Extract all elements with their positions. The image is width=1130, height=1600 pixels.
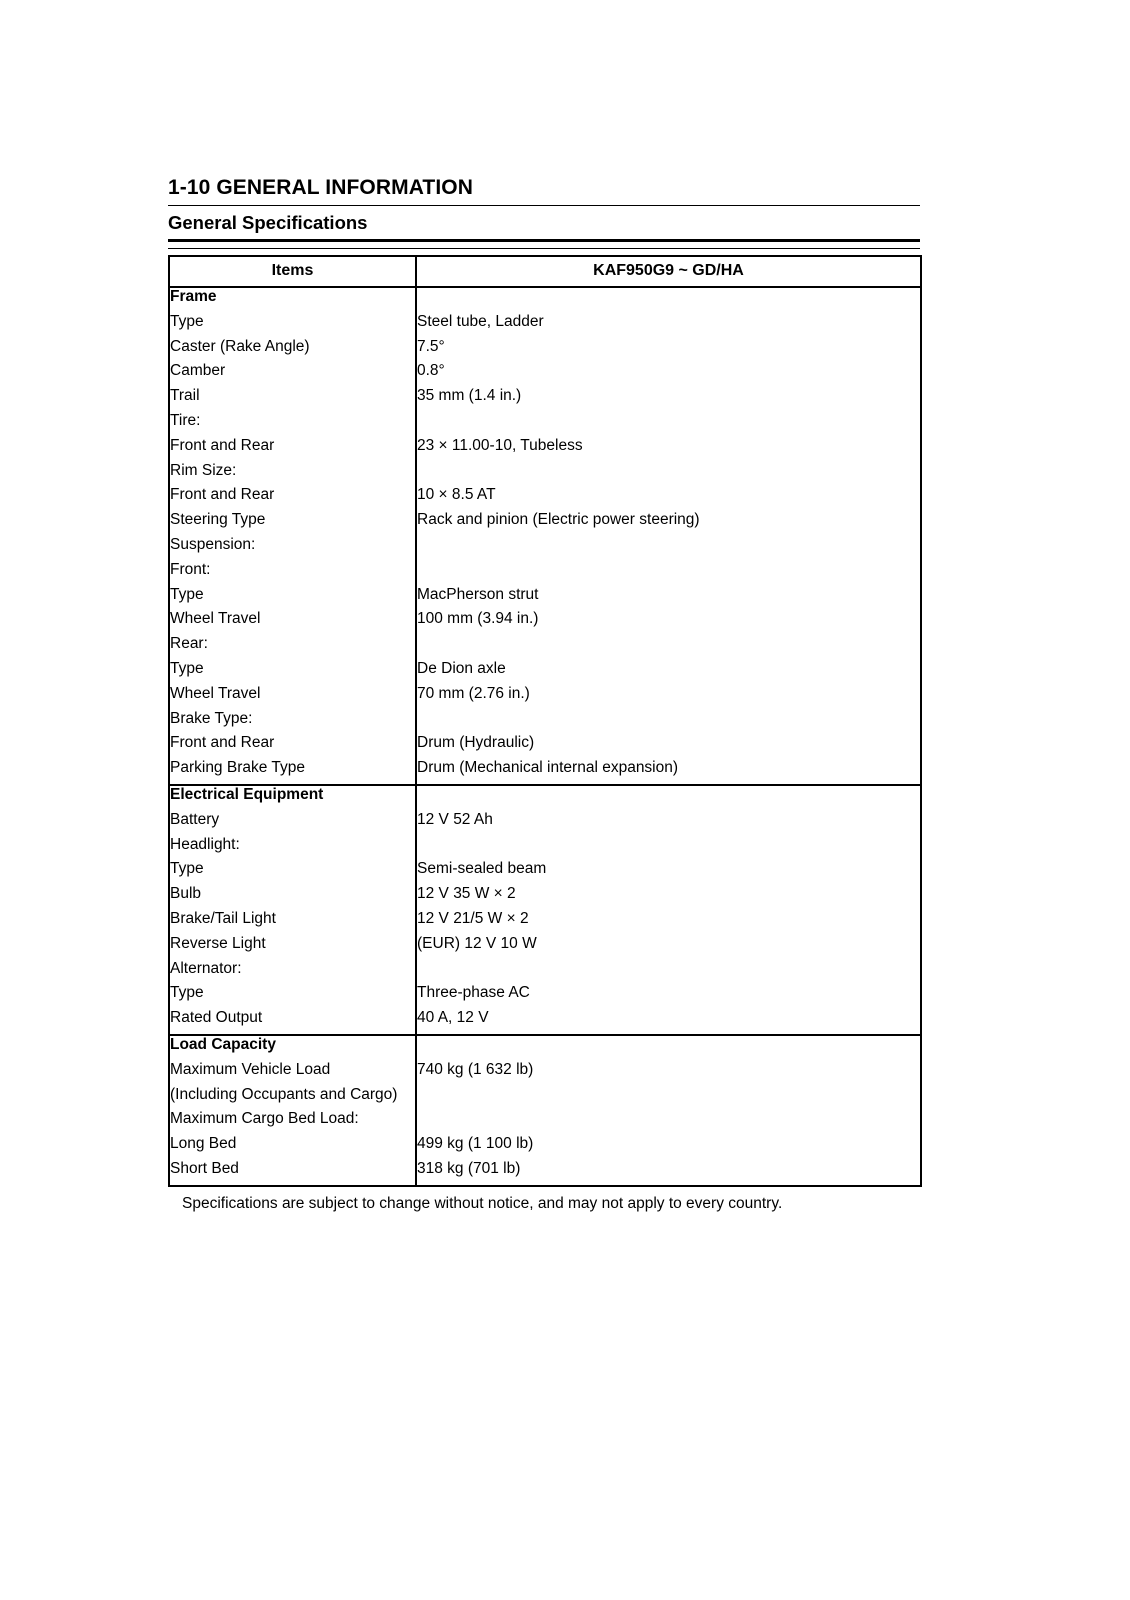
item-value-cell: Steel tube, Ladder [416,313,921,338]
item-label-cell: Maximum Vehicle Load [169,1061,416,1086]
table-row [169,511,921,536]
group-title-cell: Load Capacity [169,1035,416,1061]
item-label-cell: Long Bed [169,1135,416,1160]
item-value-cell: 70 mm (2.76 in.) [416,685,921,710]
table-row [169,462,921,487]
item-value-cell: 12 V 52 Ah [416,811,921,836]
footnote: Specifications are subject to change without notice, and may not apply to every country. [182,1194,783,1212]
table-row [169,935,921,960]
item-label-cell: Headlight: [169,836,416,861]
table-row [169,1009,921,1035]
item-value-cell: 100 mm (3.94 in.) [416,610,921,635]
page-content [168,175,920,1214]
item-value-cell [416,1110,921,1135]
item-value-cell: 740 kg (1 632 lb) [416,1061,921,1086]
item-label-cell: Rated Output [169,1009,416,1035]
item-label-cell: Camber [169,362,416,387]
item-value-cell: 0.8° [416,362,921,387]
item-value-cell: 12 V 21/5 W × 2 [416,910,921,935]
table-row [169,586,921,611]
table-header-row [169,256,921,287]
item-label-cell: Type [169,860,416,885]
item-label-cell: Alternator: [169,960,416,985]
item-label-cell: Maximum Cargo Bed Load: [169,1110,416,1135]
item-value-cell: Three-phase AC [416,984,921,1009]
item-value-cell: 318 kg (701 lb) [416,1160,921,1186]
item-label-cell: Reverse Light [169,935,416,960]
section-title: General Specifications [168,212,368,233]
item-value-cell: Semi-sealed beam [416,860,921,885]
table-row [169,313,921,338]
column-header-model: KAF950G9 ~ GD/HA [416,256,921,287]
table-row [169,811,921,836]
item-label-cell: Front: [169,561,416,586]
item-value-cell: MacPherson strut [416,586,921,611]
item-label-cell: (Including Occupants and Cargo) [169,1086,416,1111]
item-value-cell: (EUR) 12 V 10 W [416,935,921,960]
item-label-cell: Wheel Travel [169,685,416,710]
item-value-cell: 499 kg (1 100 lb) [416,1135,921,1160]
item-value-cell [416,1086,921,1111]
table-row [169,685,921,710]
table-row [169,536,921,561]
item-label-cell: Type [169,660,416,685]
table-row [169,836,921,861]
table-row [169,1110,921,1135]
item-label-cell: Brake/Tail Light [169,910,416,935]
group-title-cell: Frame [169,287,416,313]
table-row [169,362,921,387]
table-row [169,785,921,811]
item-label-cell: Front and Rear [169,734,416,759]
table-row [169,338,921,363]
item-value-cell [416,785,921,811]
item-label-cell: Tire: [169,412,416,437]
column-header-items: Items [169,256,416,287]
table-row [169,734,921,759]
item-value-cell [416,462,921,487]
table-row [169,1035,921,1061]
table-body [169,287,921,1186]
item-value-cell: Rack and pinion (Electric power steering) [416,511,921,536]
item-value-cell [416,287,921,313]
table-row [169,885,921,910]
table-row [169,710,921,735]
table-row [169,635,921,660]
item-value-cell: 10 × 8.5 AT [416,486,921,511]
item-label-cell: Rear: [169,635,416,660]
item-value-cell [416,561,921,586]
item-label-cell: Wheel Travel [169,610,416,635]
item-value-cell: 12 V 35 W × 2 [416,885,921,910]
table-row [169,561,921,586]
table-row [169,660,921,685]
table-row [169,287,921,313]
table-row [169,910,921,935]
item-value-cell [416,536,921,561]
item-value-cell [416,710,921,735]
item-label-cell: Brake Type: [169,710,416,735]
table-row [169,1086,921,1111]
item-label-cell: Rim Size: [169,462,416,487]
table-row [169,1135,921,1160]
page-title: 1-10 GENERAL INFORMATION [168,176,473,199]
table-row [169,984,921,1009]
item-value-cell: Drum (Hydraulic) [416,734,921,759]
table-row [169,610,921,635]
item-value-cell [416,1035,921,1061]
item-value-cell [416,836,921,861]
table-row [169,960,921,985]
table-row [169,860,921,885]
item-label-cell: Type [169,313,416,338]
item-label-cell: Steering Type [169,511,416,536]
table-row [169,486,921,511]
table-row [169,759,921,785]
item-label-cell: Type [169,586,416,611]
item-value-cell [416,960,921,985]
item-value-cell [416,412,921,437]
table-row [169,1061,921,1086]
item-value-cell: 35 mm (1.4 in.) [416,387,921,412]
table-row [169,387,921,412]
item-value-cell [416,635,921,660]
item-label-cell: Suspension: [169,536,416,561]
table-row [169,1160,921,1186]
section-divider-thin [168,248,920,249]
table-row [169,412,921,437]
item-label-cell: Front and Rear [169,437,416,462]
item-value-cell: 7.5° [416,338,921,363]
item-label-cell: Parking Brake Type [169,759,416,785]
item-label-cell: Bulb [169,885,416,910]
item-label-cell: Caster (Rake Angle) [169,338,416,363]
table-row [169,437,921,462]
group-title-cell: Electrical Equipment [169,785,416,811]
specifications-table [168,255,922,1187]
item-label-cell: Type [169,984,416,1009]
item-value-cell: 40 A, 12 V [416,1009,921,1035]
item-value-cell: 23 × 11.00-10, Tubeless [416,437,921,462]
item-value-cell: Drum (Mechanical internal expansion) [416,759,921,785]
item-value-cell: De Dion axle [416,660,921,685]
item-label-cell: Battery [169,811,416,836]
item-label-cell: Trail [169,387,416,412]
item-label-cell: Short Bed [169,1160,416,1186]
item-label-cell: Front and Rear [169,486,416,511]
